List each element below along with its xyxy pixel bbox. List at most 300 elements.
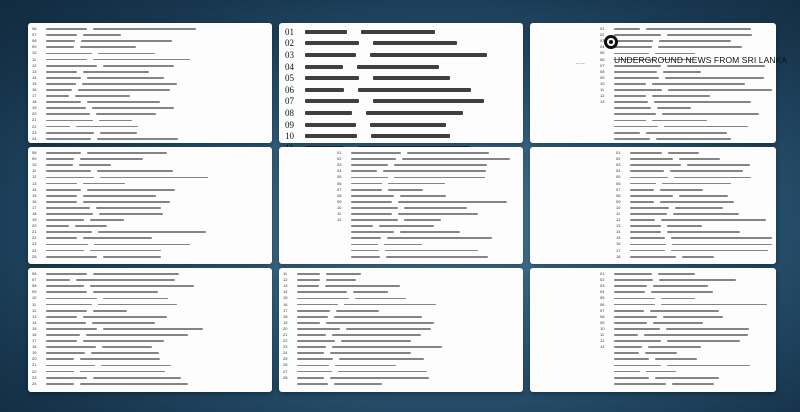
text-bar	[379, 225, 434, 227]
text-bar	[651, 291, 713, 293]
text-bar	[648, 346, 701, 348]
heading-line	[285, 61, 519, 73]
text-bar	[94, 244, 190, 246]
page-thumbnail-4[interactable]	[28, 147, 272, 264]
page-thumbnail-7[interactable]	[28, 268, 272, 392]
text-bar	[76, 126, 139, 128]
text-bar	[83, 71, 149, 73]
text-bar	[46, 279, 70, 281]
text-bar	[46, 132, 94, 134]
text-bar	[644, 334, 748, 336]
text-bar	[394, 164, 487, 166]
text-bar	[46, 195, 77, 197]
line-number: 23	[32, 129, 37, 135]
line-number: 09	[32, 44, 37, 50]
text-bar	[80, 383, 188, 385]
text-bar	[351, 213, 392, 215]
text-bar	[46, 207, 90, 209]
text-bar	[673, 213, 739, 215]
line-number: 18	[32, 344, 37, 350]
text-bar	[351, 152, 401, 154]
line-number: 22	[283, 338, 288, 344]
line-number: 04	[600, 289, 605, 295]
text-bar	[97, 170, 173, 172]
text-bar	[79, 164, 111, 166]
text-bar	[334, 316, 422, 318]
text-bar	[675, 207, 723, 209]
text-bar	[614, 371, 640, 373]
text-bar	[614, 95, 646, 97]
text-bar	[101, 365, 171, 367]
heading-line	[285, 26, 519, 38]
line-number: 25	[283, 356, 288, 362]
text-bar	[344, 304, 436, 306]
text-bar	[46, 95, 69, 97]
line-number: 24	[32, 135, 37, 141]
text-bar	[46, 177, 94, 179]
text-bar	[46, 138, 91, 140]
text-bar	[330, 377, 429, 379]
line-number: 25	[32, 253, 37, 259]
text-bar	[297, 377, 324, 379]
text-line	[600, 136, 772, 142]
text-bar	[351, 244, 378, 246]
text-bar	[614, 334, 638, 336]
text-bar	[614, 358, 649, 360]
line-number: 06	[285, 84, 294, 95]
text-bar	[90, 285, 194, 287]
text-bar	[351, 177, 388, 179]
text-bar	[682, 256, 714, 258]
text-bar	[46, 316, 77, 318]
text-bar	[46, 346, 96, 348]
heading-bar	[358, 88, 471, 92]
line-number: 06	[600, 56, 605, 62]
text-bar	[103, 298, 168, 300]
line-number: 15	[32, 325, 37, 331]
text-bar	[96, 113, 156, 115]
line-number: 15	[616, 235, 621, 241]
line-number: 08	[285, 107, 294, 118]
line-number: 11	[600, 331, 605, 337]
text-bar	[46, 113, 90, 115]
line-number: 08	[32, 283, 37, 289]
line-number: 17	[32, 93, 37, 99]
page-thumbnail-3[interactable]	[530, 23, 776, 143]
text-bar	[78, 89, 170, 91]
text-bar	[630, 207, 669, 209]
text-bar	[650, 310, 719, 312]
line-number: 19	[32, 350, 37, 356]
text-bar	[46, 40, 75, 42]
text-bar	[670, 170, 743, 172]
line-number: 04	[600, 44, 605, 50]
text-bar	[297, 352, 324, 354]
line-number: 14	[283, 289, 288, 295]
line-number: 05	[600, 50, 605, 56]
text-bar	[93, 28, 195, 30]
text-bar	[80, 46, 136, 48]
text-bar	[661, 304, 767, 306]
line-number: 22	[32, 123, 37, 129]
page-thumbnail-5[interactable]	[279, 147, 523, 264]
page-thumbnail-8[interactable]	[279, 268, 523, 392]
line-number: 10	[600, 80, 605, 86]
text-bar	[346, 328, 431, 330]
line-number: 17	[32, 338, 37, 344]
line-number: 07	[600, 307, 605, 313]
text-bar	[672, 244, 772, 246]
text-bar	[46, 46, 74, 48]
text-bar	[297, 346, 326, 348]
text-bar	[75, 95, 130, 97]
heading-bar	[305, 30, 347, 34]
line-number: 12	[600, 93, 605, 99]
text-bar	[76, 279, 174, 281]
text-bar	[46, 59, 87, 61]
text-bar	[659, 40, 731, 42]
text-line	[32, 254, 268, 260]
line-number: 21	[283, 331, 288, 337]
text-bar	[336, 310, 378, 312]
line-number: 14	[32, 186, 37, 192]
text-bar	[297, 304, 338, 306]
heading-bar	[373, 99, 484, 103]
line-number: 13	[283, 283, 288, 289]
line-number: 06	[337, 180, 342, 186]
text-bar	[96, 207, 161, 209]
line-number: 08	[600, 68, 605, 74]
text-bar	[614, 322, 647, 324]
line-number: 03	[600, 283, 605, 289]
line-number: 07	[285, 96, 294, 107]
text-bar	[297, 285, 319, 287]
text-bar	[92, 107, 174, 109]
text-bar	[46, 28, 87, 30]
text-bar	[652, 95, 710, 97]
text-bar	[351, 256, 380, 258]
text-bar	[46, 53, 92, 55]
text-bar	[80, 358, 161, 360]
line-number: 12	[600, 338, 605, 344]
text-bar	[297, 365, 329, 367]
heading-bar	[305, 53, 356, 57]
line-number: 17	[616, 247, 621, 253]
text-bar	[93, 310, 127, 312]
text-bar	[46, 377, 87, 379]
line-number: 15	[283, 295, 288, 301]
text-bar	[325, 285, 399, 287]
text-bar	[645, 352, 677, 354]
line-number: 07	[600, 62, 605, 68]
text-bar	[99, 120, 132, 122]
text-bar	[46, 126, 70, 128]
text-bar	[46, 352, 85, 354]
line-number: 19	[283, 319, 288, 325]
line-number: 13	[32, 313, 37, 319]
line-number: 16	[32, 331, 37, 337]
text-bar	[614, 71, 657, 73]
line-number: 15	[32, 80, 37, 86]
line-number: 12	[32, 62, 37, 68]
line-number: 23	[32, 374, 37, 380]
line-number: 07	[616, 186, 621, 192]
text-bar	[614, 365, 661, 367]
text-bar	[630, 225, 661, 227]
text-bar	[614, 40, 653, 42]
text-bar	[351, 183, 382, 185]
text-bar	[630, 250, 665, 252]
text-bar	[46, 328, 97, 330]
line-number: 21	[32, 117, 37, 123]
line-number: 11	[32, 56, 37, 62]
line-number: 16	[32, 86, 37, 92]
line-number: 10	[32, 295, 37, 301]
text-bar	[614, 291, 645, 293]
text-bar	[46, 231, 92, 233]
text-bar	[630, 219, 655, 221]
text-bar	[335, 365, 397, 367]
text-bar	[404, 207, 467, 209]
text-bar	[355, 298, 406, 300]
text-bar	[662, 183, 731, 185]
text-bar	[46, 244, 88, 246]
text-bar	[351, 170, 377, 172]
line-number: 20	[32, 111, 37, 117]
text-bar	[326, 279, 356, 281]
text-bar	[384, 244, 422, 246]
text-line	[616, 254, 772, 260]
line-number: 09	[600, 74, 605, 80]
line-number: 21	[32, 362, 37, 368]
heading-bar	[305, 134, 357, 138]
line-number: 11	[32, 168, 37, 174]
text-bar	[46, 304, 92, 306]
line-number: 13	[600, 344, 605, 350]
text-bar	[351, 237, 381, 239]
text-bar	[614, 340, 661, 342]
line-number: 06	[32, 271, 37, 277]
text-bar	[646, 371, 676, 373]
text-bar	[98, 53, 155, 55]
heading-bar	[371, 134, 450, 138]
text-bar	[46, 170, 91, 172]
text-bar	[46, 322, 86, 324]
text-bar	[46, 65, 97, 67]
text-bar	[297, 310, 330, 312]
line-number: 28	[283, 374, 288, 380]
text-bar	[297, 383, 328, 385]
text-bar	[87, 77, 164, 79]
text-bar	[297, 328, 340, 330]
heading-bar	[305, 123, 356, 127]
line-number: 02	[600, 277, 605, 283]
text-bar	[332, 334, 421, 336]
line-number: 16	[32, 198, 37, 204]
text-bar	[46, 219, 84, 221]
text-bar	[385, 250, 478, 252]
text-bar	[46, 77, 81, 79]
line-number: 20	[32, 223, 37, 229]
text-bar	[659, 279, 736, 281]
line-number: 20	[32, 356, 37, 362]
text-bar	[351, 164, 388, 166]
text-bar	[297, 322, 320, 324]
heading-line	[285, 130, 519, 142]
heading-bar	[361, 30, 435, 34]
text-bar	[297, 334, 326, 336]
line-number: 08	[32, 150, 37, 156]
heading-bar	[357, 65, 438, 69]
text-bar	[80, 371, 164, 373]
text-line	[337, 254, 519, 260]
text-bar	[614, 89, 662, 91]
text-bar	[46, 298, 97, 300]
text-bar	[46, 285, 84, 287]
text-bar	[630, 177, 668, 179]
text-bar	[46, 371, 74, 373]
text-bar	[332, 346, 441, 348]
line-number: 09	[337, 198, 342, 204]
text-bar	[80, 158, 142, 160]
text-bar	[297, 316, 328, 318]
text-bar	[630, 164, 681, 166]
text-bar	[630, 244, 666, 246]
text-line	[32, 136, 268, 142]
page-thumbnail-9[interactable]	[530, 268, 776, 392]
text-bar	[99, 213, 164, 215]
heading-bar	[305, 65, 343, 69]
text-bar	[103, 256, 161, 258]
text-bar	[46, 189, 81, 191]
text-bar	[100, 132, 137, 134]
text-bar	[90, 219, 124, 221]
heading-line	[285, 49, 519, 61]
text-line	[283, 381, 519, 387]
text-bar	[351, 201, 392, 203]
text-bar	[614, 298, 655, 300]
text-bar	[394, 177, 485, 179]
text-bar	[614, 101, 648, 103]
text-bar	[75, 225, 107, 227]
line-number: 19	[32, 217, 37, 223]
line-number: 10	[32, 50, 37, 56]
eye-icon	[604, 35, 618, 49]
section-label: — —	[576, 61, 585, 65]
text-bar	[93, 273, 179, 275]
line-number: 07	[337, 186, 342, 192]
heading-bar	[305, 111, 352, 115]
text-bar	[98, 304, 177, 306]
text-bar	[46, 256, 97, 258]
line-number: 18	[283, 313, 288, 319]
text-bar	[326, 322, 434, 324]
line-number: 11	[616, 210, 621, 216]
line-number: 01	[600, 271, 605, 277]
text-bar	[614, 113, 656, 115]
text-bar	[81, 40, 172, 42]
line-number: 09	[32, 289, 37, 295]
text-bar	[93, 59, 190, 61]
heading-bar	[305, 88, 344, 92]
text-bar	[87, 101, 160, 103]
line-number: 09	[32, 156, 37, 162]
line-number: 13	[32, 68, 37, 74]
page-thumbnail-1[interactable]	[28, 23, 272, 143]
text-bar	[83, 183, 125, 185]
text-bar	[383, 170, 486, 172]
text-bar	[398, 201, 507, 203]
line-number: 04	[616, 168, 621, 174]
line-number: 07	[32, 277, 37, 283]
text-bar	[614, 28, 640, 30]
text-bar	[46, 158, 74, 160]
text-bar	[660, 201, 735, 203]
line-number: 13	[600, 99, 605, 105]
page-thumbnail-2[interactable]	[279, 23, 523, 143]
line-number: 01	[285, 26, 294, 37]
heading-line	[285, 72, 519, 84]
text-bar	[614, 126, 658, 128]
text-bar	[614, 328, 660, 330]
text-bar	[86, 334, 189, 336]
line-number: 02	[285, 38, 294, 49]
line-number: 07	[32, 32, 37, 38]
text-bar	[46, 291, 87, 293]
text-bar	[663, 71, 702, 73]
text-bar	[297, 279, 320, 281]
text-bar	[667, 231, 740, 233]
text-bar	[400, 195, 446, 197]
line-number: 06	[32, 26, 37, 32]
heading-line	[285, 119, 519, 131]
line-number: 22	[32, 235, 37, 241]
text-bar	[46, 107, 86, 109]
heading-line	[285, 96, 519, 108]
line-number: 17	[283, 307, 288, 313]
text-bar	[400, 231, 460, 233]
text-bar	[93, 377, 182, 379]
page-thumbnail-6[interactable]	[530, 147, 776, 264]
text-bar	[297, 371, 332, 373]
text-bar	[667, 365, 750, 367]
text-bar	[46, 365, 95, 367]
line-number: 21	[32, 229, 37, 235]
text-bar	[646, 132, 727, 134]
line-number: 24	[283, 350, 288, 356]
line-number: 14	[616, 229, 621, 235]
text-bar	[661, 219, 767, 221]
text-bar	[46, 250, 84, 252]
text-bar	[46, 164, 73, 166]
text-bar	[656, 138, 731, 140]
text-bar	[338, 371, 427, 373]
text-bar	[398, 213, 478, 215]
text-bar	[46, 273, 87, 275]
text-bar	[93, 291, 158, 293]
text-bar	[407, 152, 489, 154]
text-bar	[660, 189, 703, 191]
text-bar	[630, 256, 676, 258]
text-bar	[614, 107, 651, 109]
text-bar	[351, 207, 398, 209]
line-number: 19	[32, 105, 37, 111]
text-bar	[630, 231, 661, 233]
text-bar	[297, 358, 333, 360]
text-bar	[614, 279, 653, 281]
line-number: 15	[32, 192, 37, 198]
text-bar	[630, 201, 654, 203]
